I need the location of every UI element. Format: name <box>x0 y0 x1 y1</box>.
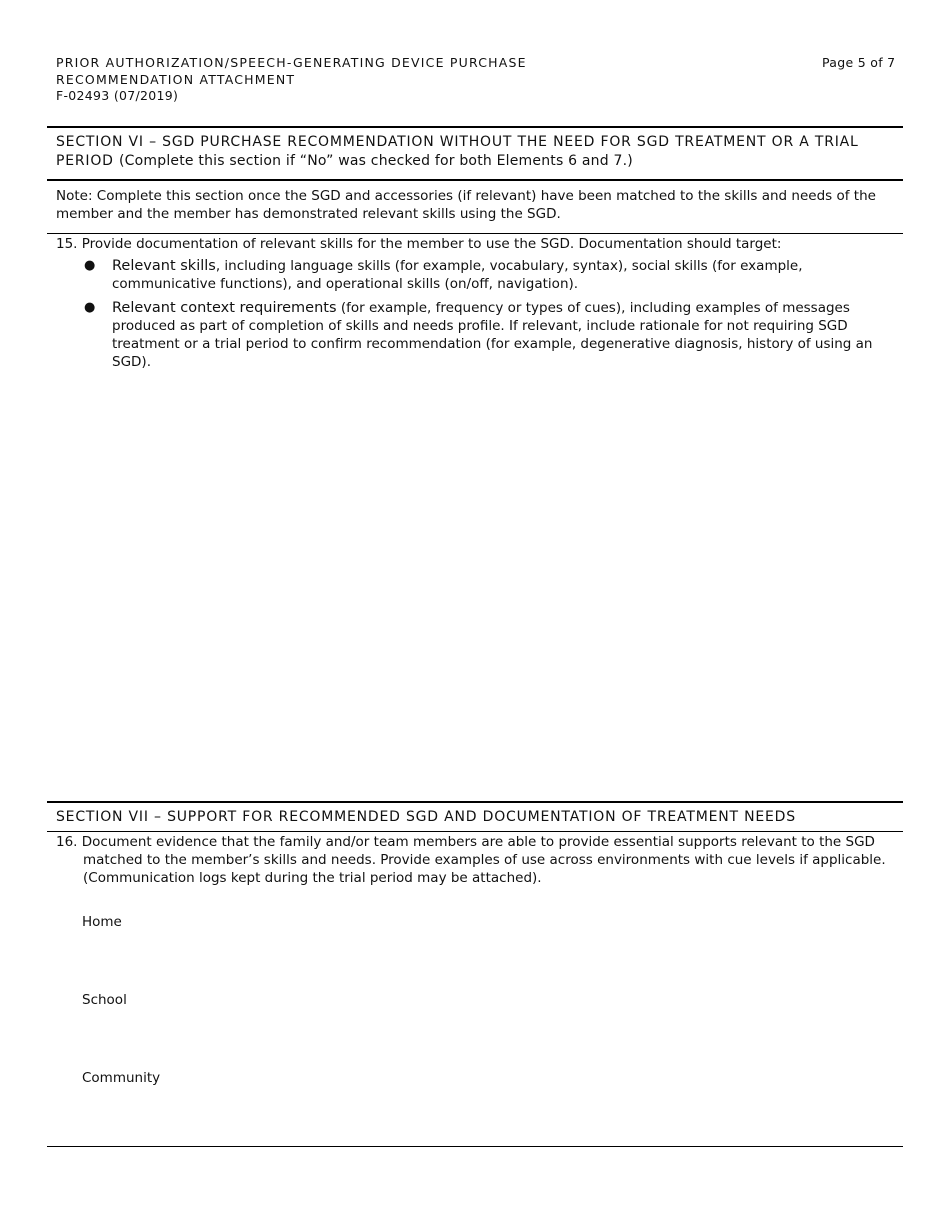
section-7-title: SECTION VII – SUPPORT FOR RECOMMENDED SGD AND DOCUMENTATION OF TREATMENT NEEDS <box>56 809 796 825</box>
question-15-text: 15. Provide documentation of relevant skills for the member to use the SGD. Documentation should target: <box>56 236 782 252</box>
form-number: F-02493 (07/2019) <box>56 88 179 103</box>
question-16-text: 16. Document evidence that the family and/or team members are able to provide essential supports relevant to the SGD matched to the member’s skills and needs. Provide examples of use across environments with cue levels if applicable. (Communication logs kept during the trial period may be attached). <box>56 834 886 886</box>
bullet-lead: Relevant context requirements <box>112 300 337 316</box>
bullet-icon: ● <box>84 258 96 273</box>
note-rule <box>47 233 903 234</box>
section-7-title-rule <box>47 831 903 832</box>
bullet-text: , including language skills (for example, vocabulary, syntax), social skills (for example, communicative functions), and operational skills (on/off, navigation). <box>112 258 803 292</box>
page-number: Page 5 of 7 <box>822 55 896 70</box>
bottom-rule <box>47 1146 903 1147</box>
section-6-heading: SECTION VI – SGD PURCHASE RECOMMENDATION WITHOUT THE NEED FOR SGD TREATMENT OR A TRIAL PERIOD <box>56 134 859 169</box>
form-header <box>56 55 527 105</box>
bullet-icon: ● <box>84 300 96 315</box>
context-label-community: Community <box>82 1070 161 1086</box>
form-title-line-2: RECOMMENDATION ATTACHMENT <box>56 71 296 87</box>
section-7-top-rule <box>47 801 903 803</box>
section-6-top-rule <box>47 126 903 128</box>
question-15-bullet-list <box>84 257 889 377</box>
context-label-school: School <box>82 992 127 1008</box>
context-label-home: Home <box>82 914 122 930</box>
bullet-text: (for example, frequency or types of cues), including examples of messages produced as part of completion of skills and needs profile. If relevant, include rationale for not requiring SGD treatment or a trial period to confirm recommendation (for example, degenerative diagnosis, history of using an SGD). <box>112 300 873 370</box>
section-6-instruction: (Complete this section if “No” was checked for both Elements 6 and 7.) <box>119 152 633 169</box>
section-6-title <box>56 133 896 170</box>
question-15 <box>56 235 896 253</box>
list-item <box>84 299 889 371</box>
list-item <box>84 257 889 293</box>
form-title-line-1: PRIOR AUTHORIZATION/SPEECH-GENERATING DEVICE PURCHASE <box>56 55 527 70</box>
question-16 <box>56 833 896 887</box>
section-6-note: Note: Complete this section once the SGD and accessories (if relevant) have been matched to the skills and needs of the member and the member has demonstrated relevant skills using the SGD. <box>56 188 876 222</box>
section-6-title-rule <box>47 179 903 181</box>
bullet-lead: Relevant skills <box>112 258 216 274</box>
